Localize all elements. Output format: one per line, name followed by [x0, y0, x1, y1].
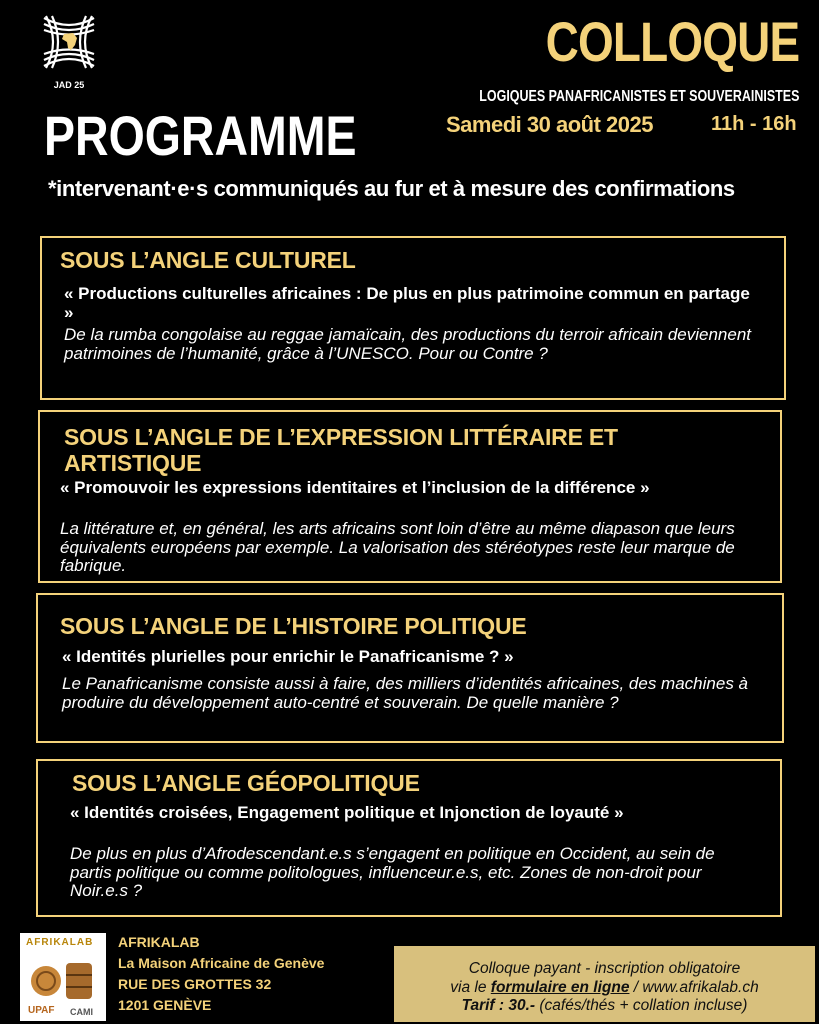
page-title: PROGRAMME: [44, 104, 357, 167]
section-title: SOUS L’ANGLE CULTUREL: [60, 247, 356, 273]
registration-info: [394, 946, 815, 1022]
section-description: De plus en plus d’Afrodescendant.e.s s’engagent en politique en Occident, au sein de partis politique ou comme politologues, influenceur.e.s, etc. Zones de non-droit pour Noir.e.s ?: [70, 844, 715, 901]
registration-line: Colloque payant - inscription obligatoire: [468, 960, 741, 977]
venue-address: [118, 932, 324, 1016]
price-label: Tarif : 30.-: [461, 997, 536, 1015]
section-card-cultural: [40, 236, 786, 400]
section-title: SOUS L’ANGLE DE L’HISTOIRE POLITIQUE: [60, 613, 527, 639]
speakers-note: *intervenant·e·s communiqués au fur et à mesure des confirmations: [48, 176, 735, 201]
online-form-link[interactable]: formulaire en ligne: [490, 978, 630, 996]
venue-city: 1201 GENÈVE: [118, 997, 212, 1013]
section-card-geopolitical: [36, 759, 782, 917]
event-title: COLLOQUE: [545, 10, 799, 73]
afrikalab-logo-text: AFRIKALAB: [26, 937, 94, 948]
partners-logo: [20, 933, 106, 1021]
price-line: [394, 997, 815, 1016]
section-quote: « Identités croisées, Engagement politique et Injonction de loyauté »: [70, 803, 624, 822]
event-time: 11h - 16h: [711, 113, 797, 135]
section-description: Le Panafricanisme consiste aussi à faire, des milliers d’identités africaines, des machines à produire du développement auto-centré et souverain. De quelle manière ?: [62, 674, 748, 712]
section-card-political-history: [36, 593, 784, 743]
drum-icon: [28, 953, 98, 1003]
section-card-literary: [38, 410, 782, 583]
section-quote: « Identités plurielles pour enrichir le Panafricanisme ? »: [62, 647, 514, 666]
venue-description: La Maison Africaine de Genève: [118, 955, 325, 971]
link-prefix: via le: [450, 978, 491, 996]
venue-name: AFRIKALAB: [118, 934, 200, 950]
section-description: La littérature et, en général, les arts africains sont loin d’être au même diapason que leurs équivalents européens par exemple. La valorisation des stéréotypes reste leur marque de fabrique.: [60, 519, 735, 576]
event-subtitle: LOGIQUES PANAFRICANISTES ET SOUVERAINISTES: [478, 88, 799, 105]
registration-link-line: [394, 979, 815, 998]
section-description: De la rumba congolaise au reggae jamaïcain, des productions du terroir africain deviennent patrimoines de l’humanité, grâce à l’UNESCO. Pour ou Contre ?: [64, 325, 752, 363]
event-date: Samedi 30 août 2025: [446, 112, 653, 137]
section-quote: « Productions culturelles africaines : De plus en plus patrimoine commun en partage »: [64, 284, 750, 323]
logo-tag: JAD 25: [53, 80, 85, 90]
venue-street: RUE DES GROTTES 32: [118, 976, 272, 992]
section-quote: « Promouvoir les expressions identitaires et l’inclusion de la différence »: [60, 478, 650, 497]
section-title: SOUS L’ANGLE DE L’EXPRESSION LITTÉRAIRE ET ARTISTIQUE: [64, 424, 618, 476]
price-note: (cafés/thés + collation incluse): [535, 997, 748, 1015]
upaf-logo-text: UPAF: [28, 1005, 55, 1016]
cami-logo-text: CAMI: [70, 1007, 93, 1017]
jad-logo: [40, 12, 98, 72]
section-title: SOUS L’ANGLE GÉOPOLITIQUE: [72, 770, 420, 796]
website-text: / www.afrikalab.ch: [629, 978, 759, 996]
